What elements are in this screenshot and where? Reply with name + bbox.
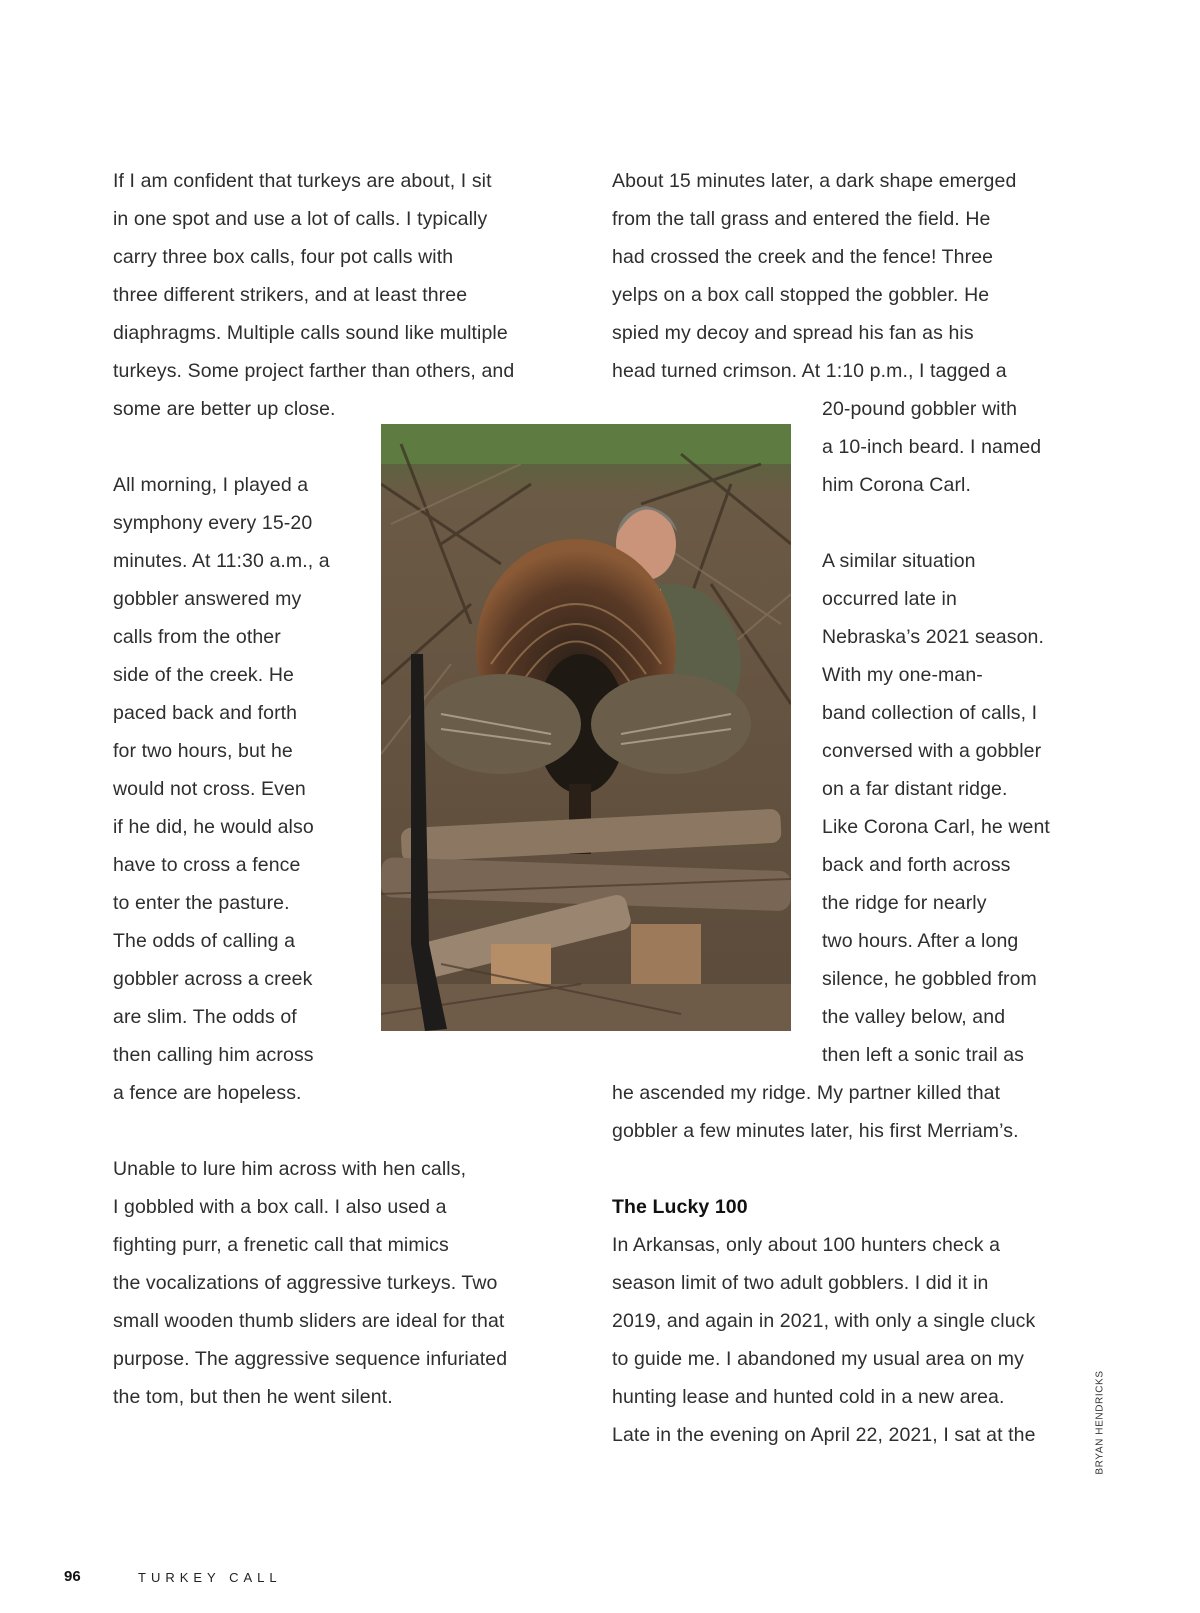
body-text-line: a 10-inch beard. I named	[822, 436, 1042, 458]
body-text-line: Nebraska’s 2021 season.	[822, 626, 1044, 648]
body-text-line: then calling him across	[113, 1044, 314, 1066]
body-text-line: In Arkansas, only about 100 hunters check a	[612, 1234, 1001, 1256]
body-text-line: for two hours, but he	[113, 740, 293, 762]
photo-credit-text: BRYAN HENDRICKS	[1094, 1370, 1106, 1475]
body-text-line: gobbler answered my	[113, 588, 302, 610]
body-text-line: he ascended my ridge. My partner killed that	[612, 1082, 1001, 1104]
body-text-line: fighting purr, a frenetic call that mimics	[113, 1234, 449, 1256]
body-text-line: season limit of two adult gobblers. I did it in	[612, 1272, 989, 1294]
body-text-line: the valley below, and	[822, 1006, 1006, 1028]
body-text-line: carry three box calls, four pot calls with	[113, 246, 454, 268]
body-text-line: the vocalizations of aggressive turkeys. Two	[113, 1272, 498, 1294]
body-text-line: side of the creek. He	[113, 664, 294, 686]
magazine-name: TURKEY CALL	[138, 1570, 282, 1585]
body-text-line: to guide me. I abandoned my usual area on my	[612, 1348, 1024, 1370]
body-text-line: All morning, I played a	[113, 474, 309, 496]
body-text-line: If I am confident that turkeys are about, I sit	[113, 170, 492, 192]
body-text-line: if he did, he would also	[113, 816, 314, 838]
body-text-line: A similar situation	[822, 550, 976, 572]
body-text-line: in one spot and use a lot of calls. I typically	[113, 208, 488, 230]
body-text-line: With my one-man-	[822, 664, 983, 686]
body-text-line: The odds of calling a	[113, 930, 296, 952]
body-text-line: on a far distant ridge.	[822, 778, 1008, 800]
body-text-line: band collection of calls, I	[822, 702, 1038, 724]
body-text-line: 20-pound gobbler with	[822, 398, 1018, 420]
body-text-line: I gobbled with a box call. I also used a	[113, 1196, 447, 1218]
body-text-line: are slim. The odds of	[113, 1006, 297, 1028]
body-text-line: two hours. After a long	[822, 930, 1019, 952]
body-text-line: would not cross. Even	[113, 778, 306, 800]
body-text-line: from the tall grass and entered the field. He	[612, 208, 991, 230]
body-text-line: three different strikers, and at least three	[113, 284, 468, 306]
body-text-line: silence, he gobbled from	[822, 968, 1037, 990]
body-text-line: a fence are hopeless.	[113, 1082, 302, 1104]
body-text-line: back and forth across	[822, 854, 1011, 876]
body-text-line: Like Corona Carl, he went	[822, 816, 1050, 838]
body-text-line: calls from the other	[113, 626, 281, 648]
body-text-line: Late in the evening on April 22, 2021, I sat at the	[612, 1424, 1036, 1446]
body-text-line: then left a sonic trail as	[822, 1044, 1025, 1066]
body-text-line: spied my decoy and spread his fan as his	[612, 322, 974, 344]
body-text-line: head turned crimson. At 1:10 p.m., I tagged a	[612, 360, 1007, 382]
body-text-line: small wooden thumb sliders are ideal for that	[113, 1310, 505, 1332]
body-text-line: to enter the pasture.	[113, 892, 290, 914]
body-text-line: occurred late in	[822, 588, 957, 610]
body-text-line: have to cross a fence	[113, 854, 301, 876]
body-text-line: minutes. At 11:30 a.m., a	[113, 550, 330, 572]
body-text-line: hunting lease and hunted cold in a new area.	[612, 1386, 1005, 1408]
body-text-line: conversed with a gobbler	[822, 740, 1042, 762]
body-text-line: gobbler across a creek	[113, 968, 313, 990]
body-text-line: had crossed the creek and the fence! Three	[612, 246, 994, 268]
body-text-line: 2019, and again in 2021, with only a single cluck	[612, 1310, 1036, 1332]
body-text-line: paced back and forth	[113, 702, 298, 724]
page-number: 96	[64, 1568, 81, 1585]
body-text-line: About 15 minutes later, a dark shape emerged	[612, 170, 1017, 192]
body-text-line: some are better up close.	[113, 398, 336, 420]
hunter-with-turkey-photo	[381, 424, 791, 1031]
section-subhead: The Lucky 100	[612, 1196, 748, 1218]
body-text-line: gobbler a few minutes later, his first Merriam’s.	[612, 1120, 1019, 1142]
body-text-line: Unable to lure him across with hen calls,	[113, 1158, 467, 1180]
body-text-line: symphony every 15-20	[113, 512, 313, 534]
body-text-line: the ridge for nearly	[822, 892, 987, 914]
body-text-line: purpose. The aggressive sequence infuriated	[113, 1348, 508, 1370]
body-text-line: turkeys. Some project farther than others, and	[113, 360, 515, 382]
body-text-line: him Corona Carl.	[822, 474, 971, 496]
body-text-line: the tom, but then he went silent.	[113, 1386, 393, 1408]
body-text-line: yelps on a box call stopped the gobbler. He	[612, 284, 990, 306]
body-text-line: diaphragms. Multiple calls sound like multiple	[113, 322, 508, 344]
photo-credit	[1090, 1372, 1110, 1482]
